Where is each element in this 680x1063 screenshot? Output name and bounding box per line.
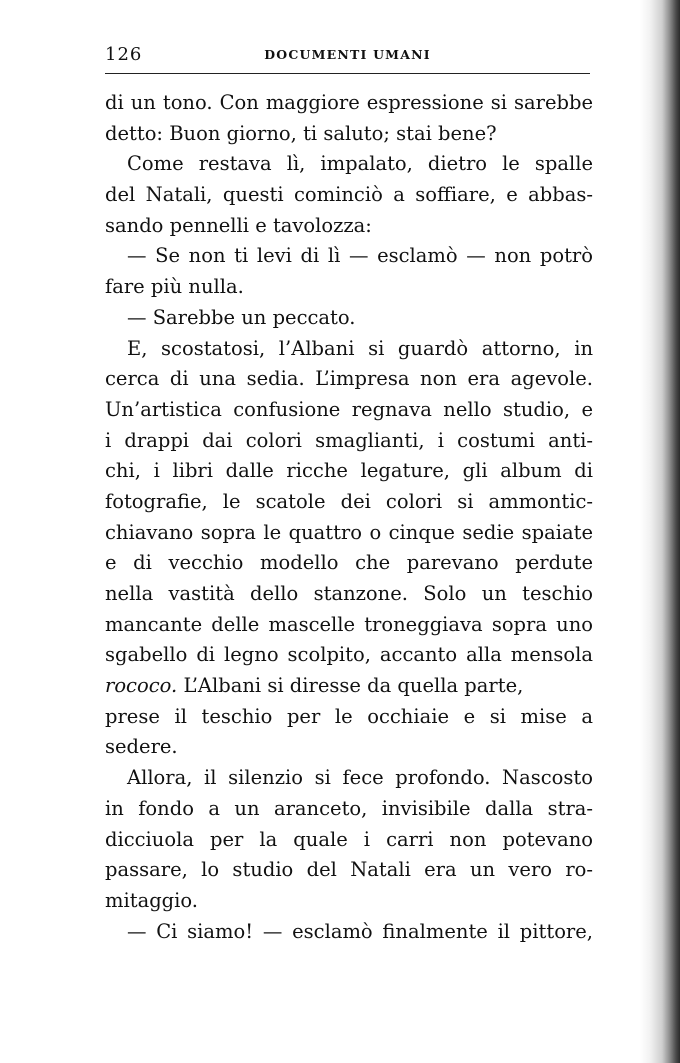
body-text bbox=[105, 88, 593, 947]
text-line: mancante delle mascelle troneggiava sopra uno bbox=[105, 612, 593, 636]
text-line: chiavano sopra le quattro o cinque sedie spaiate bbox=[105, 520, 593, 544]
text-line bbox=[105, 671, 593, 702]
text-line: chi, i libri dalle ricche legature, gli album di bbox=[105, 459, 593, 483]
page-edge-shadow bbox=[640, 0, 680, 1063]
header-rule bbox=[105, 73, 590, 74]
text-line: Allora, il silenzio si fece profondo. Nascosto bbox=[127, 766, 593, 790]
text-line: del Natali, questi cominciò a soffiare, e abbas- bbox=[105, 183, 593, 207]
text-line: — Sarebbe un peccato. bbox=[127, 305, 356, 329]
text-line: in fondo a un aranceto, invisibile dalla stra- bbox=[105, 796, 593, 820]
text-line: e di vecchio modello che parevano perdute bbox=[105, 551, 593, 575]
text-line: sando pennelli e tavolozza: bbox=[105, 213, 372, 237]
page-number: 126 bbox=[105, 44, 143, 65]
text-line: i drappi dai colori smaglianti, i costumi anti- bbox=[105, 428, 593, 452]
italic-word: rococo. bbox=[105, 674, 178, 698]
text-line: sedere. bbox=[105, 735, 178, 759]
text-line: Un’artistica confusione regnava nello studio, e bbox=[105, 397, 593, 421]
text-line: nella vastità dello stanzone. Solo un teschio bbox=[105, 582, 593, 605]
text-line: dicciuola per la quale i carri non potevano bbox=[105, 827, 593, 851]
text-line: cerca di una sedia. L’impresa non era agevole. bbox=[105, 367, 593, 391]
text-line: passare, lo studio del Natali era un vero ro- bbox=[105, 858, 593, 882]
text-line: fotografie, le scatole dei colori si ammontic- bbox=[105, 489, 593, 513]
text-line: — Ci siamo! — esclamò finalmente il pittore, bbox=[127, 919, 593, 943]
text-span: L’Albani si diresse da quella parte, bbox=[177, 674, 524, 698]
text-line: prese il teschio per le occhiaie e si mise a bbox=[105, 704, 593, 728]
text-line: — Se non ti levi di lì — esclamò — non potrò bbox=[127, 244, 593, 268]
text-line: E, scostatosi, l’Albani si guardò attorno, in bbox=[127, 336, 593, 360]
text-line: Come restava lì, impalato, dietro le spalle bbox=[127, 152, 593, 176]
running-title: DOCUMENTI UMANI bbox=[264, 47, 431, 62]
running-head bbox=[105, 40, 590, 64]
text-line: fare più nulla. bbox=[105, 275, 244, 299]
text-line: di un tono. Con maggiore espressione si sarebbe bbox=[105, 91, 593, 114]
text-line: sgabello di legno scolpito, accanto alla mensola bbox=[105, 643, 593, 667]
text-line: detto: Buon giorno, ti saluto; stai bene? bbox=[105, 121, 497, 145]
text-line: mitaggio. bbox=[105, 888, 198, 912]
